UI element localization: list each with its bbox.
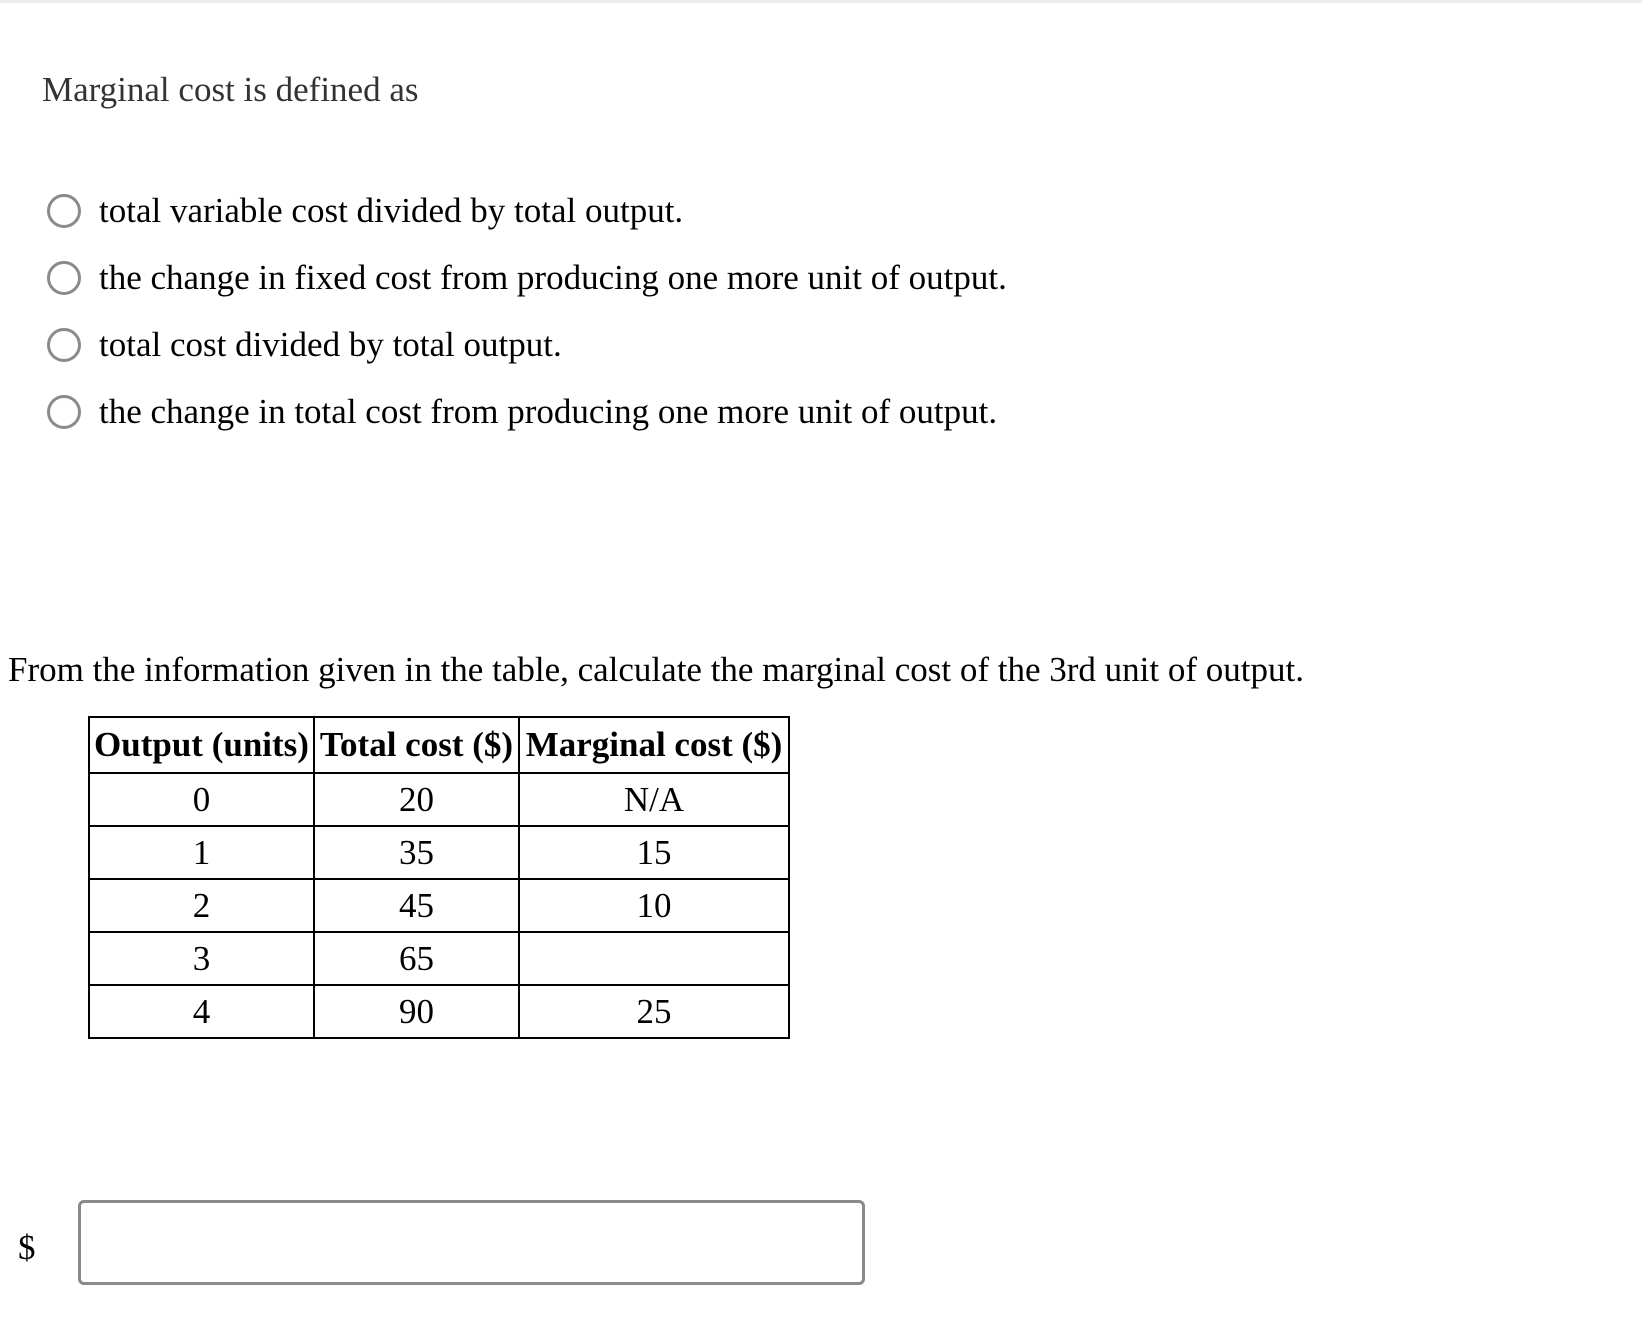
header-marginal-cost: Marginal cost ($) <box>519 717 789 773</box>
answer-input[interactable] <box>78 1200 865 1285</box>
cell-output: 3 <box>89 932 314 985</box>
radio-button-icon[interactable] <box>47 395 81 429</box>
cell-total-cost: 20 <box>314 773 519 826</box>
option-4-label: the change in total cost from producing one more unit of output. <box>99 391 998 431</box>
table-header-row <box>89 717 789 773</box>
cell-output: 1 <box>89 826 314 879</box>
option-3-label: total cost divided by total output. <box>99 324 562 364</box>
option-1-label: total variable cost divided by total output. <box>99 190 684 230</box>
radio-button-icon[interactable] <box>47 261 81 295</box>
question-1-prompt: Marginal cost is defined as <box>42 70 419 109</box>
table-row <box>89 826 789 879</box>
cell-output: 4 <box>89 985 314 1038</box>
option-2-label: the change in fixed cost from producing one more unit of output. <box>99 257 1007 297</box>
radio-button-icon[interactable] <box>47 194 81 228</box>
cell-marginal-cost: 10 <box>519 879 789 932</box>
question-2-prompt: From the information given in the table, calculate the marginal cost of the 3rd unit of output. <box>8 650 1304 689</box>
cell-total-cost: 65 <box>314 932 519 985</box>
question-1-options <box>47 189 1247 457</box>
option-2[interactable] <box>47 256 1247 299</box>
option-4[interactable] <box>47 390 1247 433</box>
cell-marginal-cost: 15 <box>519 826 789 879</box>
cost-table <box>88 716 790 1039</box>
cell-total-cost: 90 <box>314 985 519 1038</box>
option-1[interactable] <box>47 189 1247 232</box>
option-3[interactable] <box>47 323 1247 366</box>
table-row <box>89 985 789 1038</box>
cell-total-cost: 45 <box>314 879 519 932</box>
top-divider <box>0 0 1642 3</box>
cell-output: 0 <box>89 773 314 826</box>
cell-marginal-cost: N/A <box>519 773 789 826</box>
table-row <box>89 773 789 826</box>
table-row <box>89 932 789 985</box>
header-output: Output (units) <box>89 717 314 773</box>
radio-button-icon[interactable] <box>47 328 81 362</box>
cell-total-cost: 35 <box>314 826 519 879</box>
cell-marginal-cost: 25 <box>519 985 789 1038</box>
cell-marginal-cost <box>519 932 789 985</box>
cell-output: 2 <box>89 879 314 932</box>
header-total-cost: Total cost ($) <box>314 717 519 773</box>
table-row <box>89 879 789 932</box>
currency-label: $ <box>18 1228 36 1267</box>
